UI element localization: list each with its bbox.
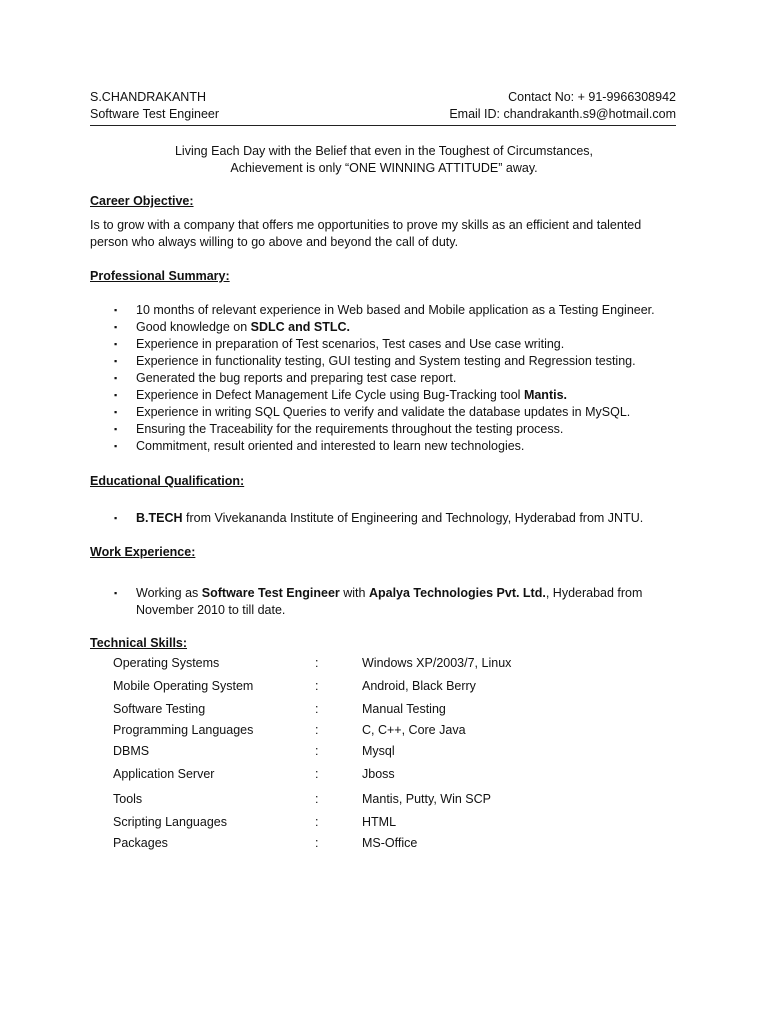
- list-item: ▪ 10 months of relevant experience in Web based and Mobile application as a Testing Engineer.: [114, 303, 655, 317]
- list-item: ▪ Experience in Defect Management Life Cycle using Bug-Tracking tool Mantis.: [114, 388, 567, 402]
- list-item: ▪ Good knowledge on SDLC and STLC.: [114, 320, 350, 334]
- header-right: [449, 89, 676, 123]
- bullet-icon: ▪: [114, 305, 118, 315]
- list-item: ▪ B.TECH from Vivekananda Institute of Engineering and Technology, Hyderabad from JNTU.: [114, 511, 644, 525]
- candidate-role: Software Test Engineer: [90, 107, 220, 121]
- education-list: [108, 510, 643, 527]
- bullet-icon: ▪: [114, 390, 118, 400]
- bold-text: SDLC and STLC.: [250, 320, 350, 334]
- company-name: Apalya Technologies Pvt. Ltd.: [368, 586, 546, 600]
- bullet-icon: ▪: [114, 441, 118, 451]
- section-heading-summary: Professional Summary:: [90, 269, 230, 283]
- contact-number: Contact No: + 91-9966308942: [508, 90, 676, 104]
- table-row: Software Testing : Manual Testing: [113, 702, 446, 716]
- list-item: ▪ Experience in writing SQL Queries to verify and validate the database updates in MySQL.: [114, 405, 631, 419]
- career-objective-text: Is to grow with a company that offers me opportunities to prove my skills as an efficient and talented person who always willing to go above and beyond the call of duty.: [90, 218, 642, 249]
- email-id: Email ID: chandrakanth.s9@hotmail.com: [449, 107, 676, 121]
- summary-list: [108, 302, 655, 455]
- list-item: ▪ Experience in functionality testing, GUI testing and System testing and Regression testing.: [114, 354, 636, 368]
- motto-line-2: Achievement is only “ONE WINNING ATTITUDE” away.: [230, 161, 538, 175]
- table-row: Operating Systems : Windows XP/2003/7, Linux: [113, 656, 512, 670]
- work-list: [108, 585, 656, 619]
- list-item: ▪ Generated the bug reports and preparing test case report.: [114, 371, 457, 385]
- section-heading-education: Educational Qualification:: [90, 474, 245, 488]
- table-row: Scripting Languages : HTML: [113, 815, 397, 829]
- list-item: ▪ Experience in preparation of Test scenarios, Test cases and Use case writing.: [114, 337, 565, 351]
- table-row: Programming Languages : C, C++, Core Java: [113, 723, 466, 737]
- list-item: ▪ Ensuring the Traceability for the requirements throughout the testing process.: [114, 422, 564, 436]
- bullet-icon: ▪: [114, 588, 118, 598]
- bullet-icon: ▪: [114, 356, 118, 366]
- bold-text: Mantis.: [523, 388, 567, 402]
- motto-line-1: Living Each Day with the Belief that even in the Toughest of Circumstances,: [174, 144, 594, 158]
- table-row: Tools : Mantis, Putty, Win SCP: [113, 792, 491, 806]
- bullet-icon: ▪: [114, 322, 118, 332]
- bullet-icon: ▪: [114, 339, 118, 349]
- table-row: DBMS : Mysql: [113, 744, 395, 758]
- bullet-icon: ▪: [114, 407, 118, 417]
- section-heading-work: Work Experience:: [90, 545, 196, 559]
- table-row: Mobile Operating System : Android, Black Berry: [113, 679, 476, 693]
- motto: [0, 143, 768, 177]
- list-item: ▪ Working as Software Test Engineer with Apalya Technologies Pvt. Ltd., Hyderabad from November 2010 to till date.: [114, 586, 643, 617]
- section-heading-skills: Technical Skills:: [90, 636, 188, 650]
- candidate-name: S.CHANDRAKANTH: [90, 90, 206, 104]
- header-left: [90, 89, 219, 123]
- table-row: Packages : MS-Office: [113, 836, 418, 850]
- section-heading-career: Career Objective:: [90, 194, 194, 208]
- list-item: ▪ Commitment, result oriented and interested to learn new technologies.: [114, 439, 525, 453]
- bullet-icon: ▪: [114, 373, 118, 383]
- bullet-icon: ▪: [114, 424, 118, 434]
- header: [90, 89, 676, 126]
- job-role: Software Test Engineer: [201, 586, 340, 600]
- degree: B.TECH: [136, 511, 183, 525]
- table-row: Application Server : Jboss: [113, 767, 395, 781]
- bullet-icon: ▪: [114, 513, 118, 523]
- skills-table: [113, 653, 662, 854]
